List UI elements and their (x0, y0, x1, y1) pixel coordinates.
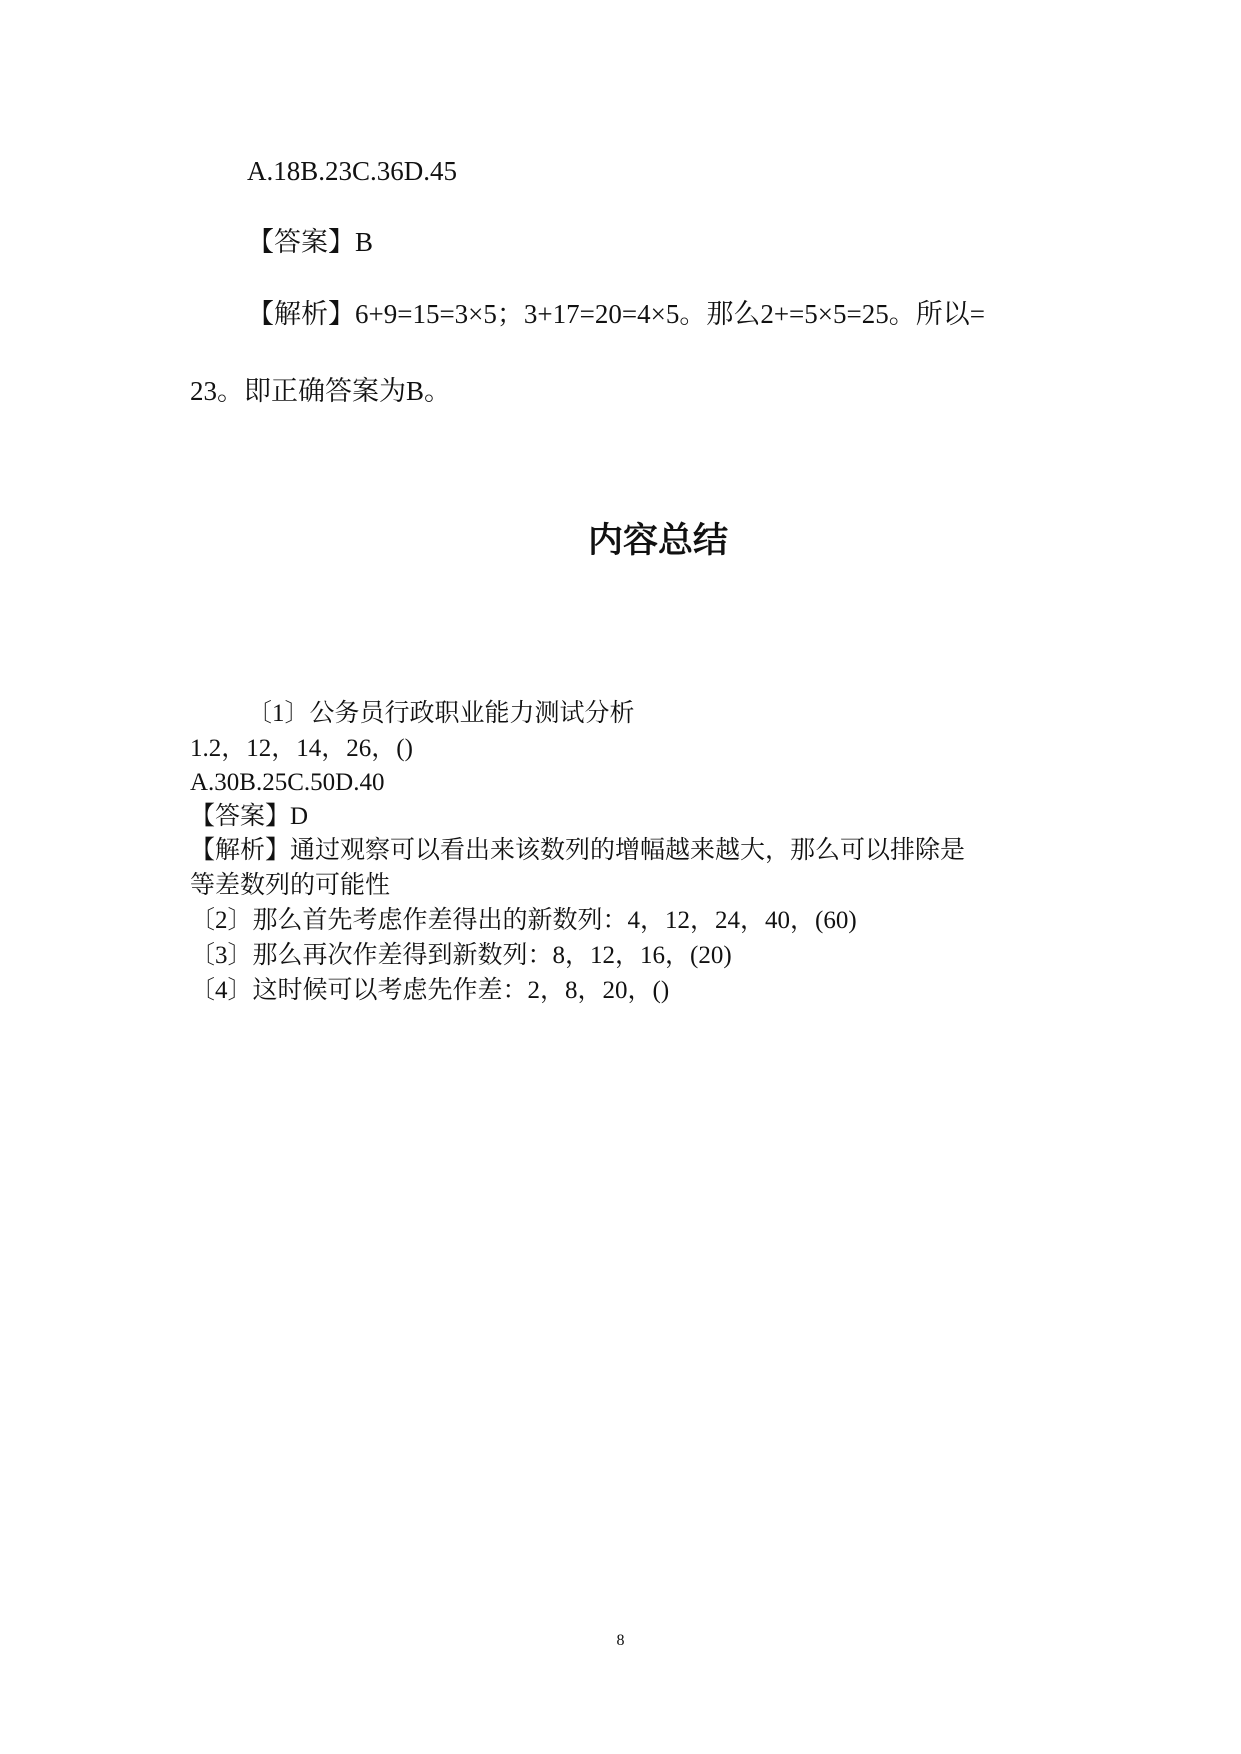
page-number: 8 (616, 1632, 625, 1649)
summary-line: 〔3〕那么再次作差得到新数列：8，12，16，(20) (190, 942, 732, 969)
summary-line: 等差数列的可能性 (190, 872, 391, 899)
analysis-continuation-line: 23。即正确答案为B。 (190, 376, 452, 406)
summary-line: 〔4〕这时候可以考虑先作差：2，8，20，() (190, 977, 670, 1004)
answer-line: 【答案】B (247, 227, 374, 257)
summary-line: 【解析】通过观察可以看出来该数列的增幅越来越大，那么可以排除是 (190, 837, 966, 864)
summary-line: 1.2，12，14，26，() (190, 735, 413, 762)
summary-line: 【答案】D (190, 803, 309, 830)
summary-line: A.30B.25C.50D.40 (190, 769, 385, 796)
summary-heading: 内容总结 (587, 521, 728, 561)
summary-line: 〔2〕那么首先考虑作差得出的新数列：4，12，24，40，(60) (190, 907, 857, 934)
options-line: A.18B.23C.36D.45 (247, 156, 458, 186)
analysis-line: 【解析】6+9=15=3×5；3+17=20=4×5。那么2+=5×5=25。所以= (247, 299, 985, 329)
summary-line: 〔1〕公务员行政职业能力测试分析 (247, 700, 635, 727)
